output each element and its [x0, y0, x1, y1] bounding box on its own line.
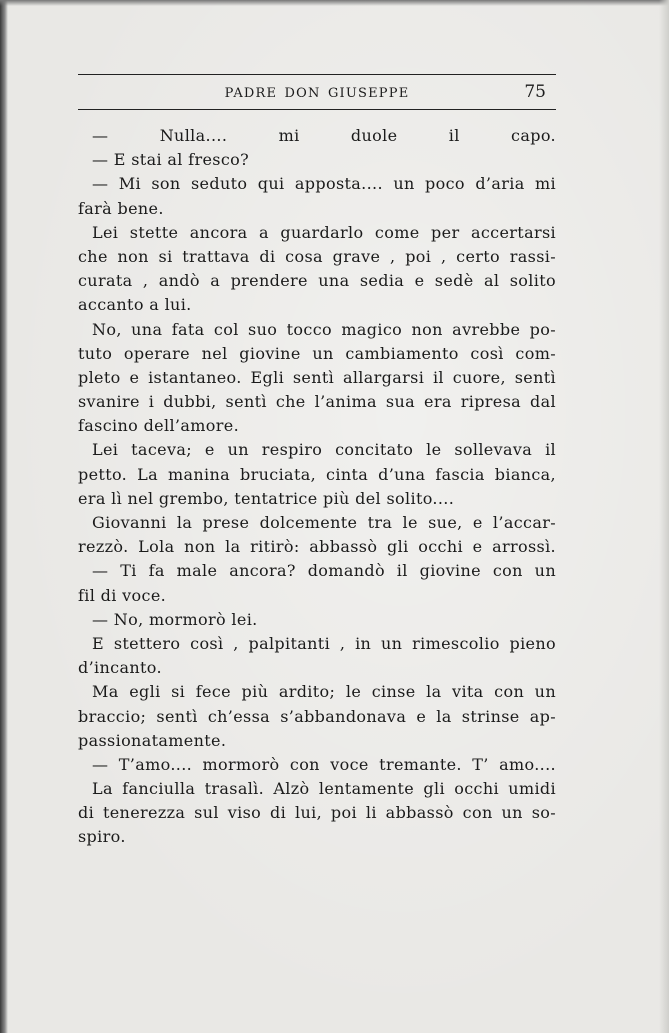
text-line: braccio; sentì ch’essa s’abbandonava e la strinse ap-: [78, 706, 556, 726]
text-line: — E stai al fresco?: [92, 150, 250, 170]
text-line: accanto a lui.: [78, 295, 192, 315]
text-line: farà bene.: [78, 198, 164, 218]
text-line: — Nulla.... mi duole il capo.: [92, 126, 556, 145]
text-line: E stettero così , palpitanti , in un rimescolio pieno: [92, 633, 556, 653]
text-line: svanire i dubbi, sentì che l’anima sua era ripresa dal: [78, 392, 556, 412]
text-line: fil di voce.: [78, 585, 167, 605]
text-line: Lei stette ancora a guardarlo come per accertarsi: [92, 222, 556, 242]
text-line: tuto operare nel giovine un cambiamento così com-: [78, 343, 556, 363]
text-line: fascino dell’amore.: [78, 416, 240, 436]
body-text: [78, 124, 556, 850]
header-rule-bottom: [78, 109, 556, 110]
text-line: petto. La manina bruciata, cinta d’una fascia bianca,: [78, 464, 556, 484]
text-line: Giovanni la prese dolcemente tra le sue, e l’accar-: [92, 513, 556, 532]
page-right-shadow: [659, 0, 669, 1033]
text-line: — Ti fa male ancora? domandò il giovine con un: [92, 561, 556, 581]
text-line: — No, mormorò lei.: [92, 609, 258, 629]
text-line: era lì nel grembo, tentatrice più del solito....: [78, 488, 455, 508]
page-number: 75: [524, 82, 546, 102]
text-line: pleto e istantaneo. Egli sentì allargarsi il cuore, sentì: [78, 367, 556, 387]
text-line: passionatamente.: [78, 730, 227, 750]
header-rule-top: [78, 74, 556, 75]
text-line: spiro.: [78, 827, 126, 847]
running-head: PADRE DON GIUSEPPE: [224, 86, 410, 101]
text-line: che non si trattava di cosa grave , poi , certo rassi-: [78, 246, 556, 266]
text-line: rezzò. Lola non la ritirò: abbassò gli occhi e arrossì.: [78, 537, 556, 557]
text-line: Lei taceva; e un respiro concitato le sollevava il: [92, 440, 556, 460]
page-header: [78, 74, 556, 112]
text-line: La fanciulla trasalì. Alzò lentamente gli occhi umidi: [92, 779, 556, 799]
text-line: curata , andò a prendere una sedia e sedè al solito: [78, 271, 556, 291]
page-binding-shadow: [0, 0, 8, 1033]
page-top-shadow: [0, 0, 669, 6]
text-line: di tenerezza sul viso di lui, poi li abbassò con un so-: [78, 803, 556, 823]
text-line: — T’amo.... mormorò con voce tremante. T’ amo....: [92, 754, 556, 774]
text-line: d’incanto.: [78, 658, 162, 678]
text-line: Ma egli si fece più ardito; le cinse la vita con un: [92, 682, 556, 702]
text-line: — Mi son seduto qui apposta.... un poco d’aria mi: [92, 174, 556, 194]
text-line: No, una fata col suo tocco magico non avrebbe po-: [92, 319, 556, 339]
